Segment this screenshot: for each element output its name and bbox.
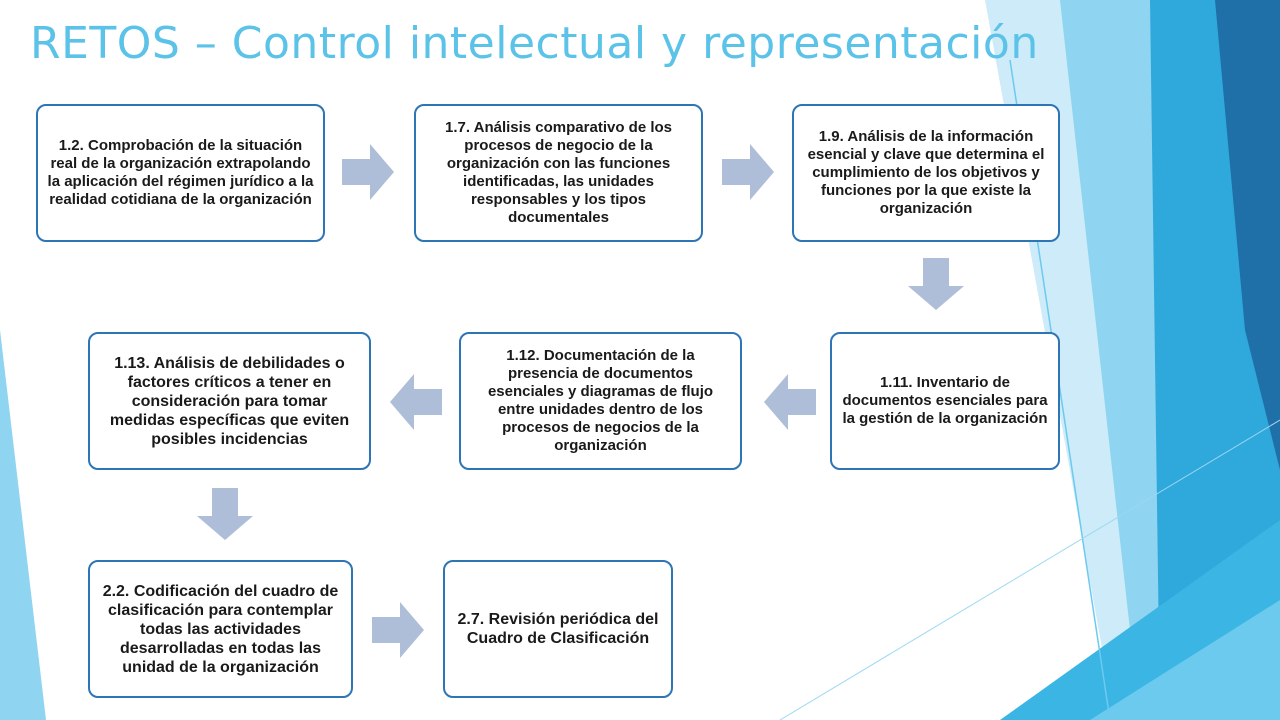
arrow-down-icon [197, 488, 253, 540]
step-2-2: 2.2. Codificación del cuadro de clasificación para contemplar todas las actividades desarrolladas en todas las unidad de la organización [88, 560, 353, 698]
arrow-right-icon [372, 602, 424, 658]
step-1-11: 1.11. Inventario de documentos esenciales para la gestión de la organización [830, 332, 1060, 470]
step-1-2: 1.2. Comprobación de la situación real de la organización extrapolando la aplicación del régimen jurídico a la realidad cotidiana de la organización [36, 104, 325, 242]
arrow-right-icon [342, 144, 394, 200]
decor-shape-left [0, 330, 46, 720]
arrow-right-icon [722, 144, 774, 200]
step-1-12: 1.12. Documentación de la presencia de documentos esenciales y diagramas de flujo entre unidades dentro de los procesos de negocios de la organización [459, 332, 742, 470]
arrow-left-icon [390, 374, 442, 430]
arrow-left-icon [764, 374, 816, 430]
step-1-13: 1.13. Análisis de debilidades o factores críticos a tener en consideración para tomar medidas específicas que eviten posibles incidencias [88, 332, 371, 470]
slide-title: RETOS – Control intelectual y representación [30, 18, 1039, 69]
step-2-7: 2.7. Revisión periódica del Cuadro de Clasificación [443, 560, 673, 698]
step-1-9: 1.9. Análisis de la información esencial y clave que determina el cumplimiento de los objetivos y funciones por la que existe la organización [792, 104, 1060, 242]
arrow-down-icon [908, 258, 964, 310]
step-1-7: 1.7. Análisis comparativo de los procesos de negocio de la organización con las funciones identificadas, las unidades responsables y los tipos documentales [414, 104, 703, 242]
